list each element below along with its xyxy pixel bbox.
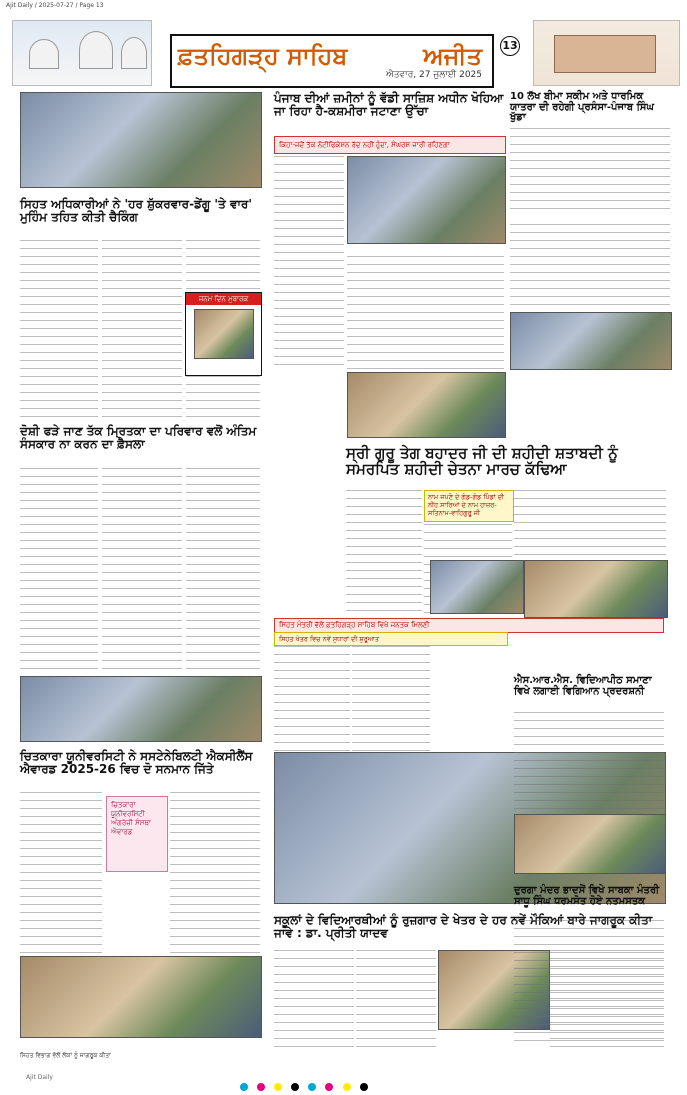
center-right-text	[347, 256, 504, 370]
university-box	[106, 796, 168, 872]
yellow-dot	[274, 1083, 282, 1091]
left-gurdwara-illustration	[12, 20, 152, 86]
health-headline: ਸਿਹਤ ਅਧਿਕਾਰੀਆਂ ਨੇ 'ਹਰ ਸ਼ੁੱਕਰਵਾਰ-ਡੇਂਗੂ 'ਤੇ ਵਾਰ' ਮੁਹਿੰਮ ਤਹਿਤ ਕੀਤੀ ਚੈਕਿੰਗ	[20, 197, 253, 224]
right-top-text	[510, 128, 670, 212]
family-text-col-2	[102, 468, 182, 676]
left-top-photo	[20, 92, 262, 188]
family-text-col-3	[186, 468, 260, 676]
right-top-caption	[512, 212, 670, 222]
birthday-photo	[194, 309, 254, 359]
health-text-col-2	[102, 240, 182, 418]
birthday-box	[185, 292, 262, 376]
center-sub-banner	[274, 136, 506, 154]
center-procession-photo	[347, 372, 506, 438]
health-text-col-1	[20, 240, 98, 418]
family-text-col-1	[20, 468, 98, 676]
black-dot	[291, 1083, 299, 1091]
center-sub-text: ਕਿਹਾ-ਜਦੋਂ ਤੱਕ ਨੋਟੀਫਿਕੇਸ਼ਨ ਰੱਦ ਨਹੀਂ ਹੁੰਦਾ, ਸੰਘਰਸ਼ ਜਾਰੀ ਰਹਿਣਗਾ	[279, 141, 450, 149]
science-headline: ਐਸ.ਆਰ.ਐਸ. ਵਿਦਿਆਪੀਠ ਸਮਾਣਾ ਵਿਖੇ ਲਗਾਈ ਵਿਗਿਆਨ ਪ੍ਰਦਰਸ਼ਨੀ	[514, 675, 652, 697]
center-red-bar	[274, 618, 664, 633]
university-headline: ਚਿਤਕਾਰਾ ਯੂਨੀਵਰਸਿਟੀ ਨੇ ਸਸਟੇਨੇਬਿਲਟੀ ਐਕਸੀਲੈਂਸ ਐਵਾਰਡ 2025-26 ਵਿਚ ਦੋ ਸਨਮਾਨ ਜਿੱਤੇ	[20, 749, 253, 776]
march-photo-left	[430, 560, 524, 614]
black-dot-2	[360, 1083, 368, 1091]
school-text-col-1	[274, 950, 354, 1048]
march-photo-right	[524, 560, 668, 618]
right-mid-text	[510, 224, 670, 310]
birthday-label: ਜਨਮ ਦਿਨ ਮੁਬਾਰਕ	[186, 293, 261, 305]
birthday-caption	[190, 359, 256, 373]
march-box	[424, 490, 514, 522]
march-text-col-1	[346, 490, 422, 616]
page-number: 13	[500, 36, 520, 56]
university-photo	[20, 956, 262, 1038]
lower-center-text-col-1	[274, 646, 350, 752]
footer-registration	[0, 1074, 687, 1086]
school-headline: ਸਕੂਲਾਂ ਦੇ ਵਿਦਿਆਰਥੀਆਂ ਨੂੰ ਰੁਜ਼ਗਾਰ ਦੇ ਖੇਤਰ ਦੇ ਹਰ ਨਵੇਂ ਮੌਕਿਆਂ ਬਾਰੇ ਜਾਗਰੂਕ ਕੀਤਾ ਜਾਵੇ : ਡਾ. ਪ੍ਰੀਤੀ ਯਾਦਵ	[274, 913, 653, 940]
print-line: Ajit Daily / 2025-07-27 / Page 13	[6, 2, 104, 9]
magenta-dot	[257, 1083, 265, 1091]
cyan-dot-2	[308, 1083, 316, 1091]
right-mid-photo	[510, 312, 672, 370]
durga-text	[514, 920, 664, 1046]
science-caption	[516, 874, 664, 884]
right-top-headline: 10 ਲੱਖ ਬੀਮਾ ਸਕੀਮ ਅਤੇ ਧਾਰਮਿਕ ਯਾਤਰਾ ਦੀ ਰਹੇਗੀ ਪ੍ਰਸੰਸਾ-ਪੰਜਾਬ ਸਿੰਘ ਖੁੱਡਾ	[510, 91, 654, 123]
center-top-headline: ਪੰਜਾਬ ਦੀਆਂ ਜ਼ਮੀਨਾਂ ਨੂੰ ਵੱਡੀ ਸਾਜ਼ਿਸ਼ ਅਧੀਨ ਖੋਹਿਆ ਜਾ ਰਿਹਾ ਹੈ-ਕਸ਼ਮੀਰਾ ਜਟਾਣਾ ਉੱਚਾ	[274, 91, 504, 118]
durga-headline: ਦੁਰਗਾ ਮੰਦਰ ਭਾਦਸੋਂ ਵਿਖੇ ਸਾਬਕਾ ਮੰਤਰੀ ਸਾਧੂ ਸਿੰਘ ਧਰਮਸੋਤ ਹੋਏ ਨਤਮਸਤਕ	[514, 885, 660, 907]
cyan-dot	[240, 1083, 248, 1091]
science-photo	[514, 814, 666, 874]
center-red-bar-text: ਸਿਹਤ ਮੰਤਰੀ ਵੱਲੋਂ ਫ਼ਤਹਿਗੜ੍ਹ ਸਾਹਿਬ ਵਿਖੇ ਜਨਤਕ ਮਿਲਣੀ	[279, 621, 430, 629]
magenta-dot-2	[325, 1083, 333, 1091]
yellow-sub-box	[274, 632, 508, 646]
school-text-col-2	[356, 950, 436, 1048]
lower-center-text-col-2	[352, 646, 430, 752]
yellow-dot-2	[343, 1083, 351, 1091]
masthead-left-title: ਫ਼ਤਹਿਗੜ੍ਹ ਸਾਹਿਬ	[178, 42, 348, 70]
university-caption	[22, 1038, 260, 1048]
university-box-text: ਚਿਤਕਾਰਾ ਯੂਨੀਵਰਸਿਟੀ ਅੰਗਰੇਜ਼ੀ ਸੰਸਥਾ ਐਵਾਰਡ	[111, 801, 151, 836]
march-box-text: ਨਾਮ ਜਪਣੋ ਦੇ ਗੰਡ-ਗੰਡ ਪਿੰਡਾਂ ਦੀ ਨੀਂਹ ਸਾਰਿਆਂ ਦੇ ਨਾਮ ਹਾਜ਼ਰ-ਸਤਿਨਾਮ-ਵਾਹਿਗੁਰੂ ਜੀ	[428, 493, 504, 517]
scroll-text: ਸਿਹਤ ਵਿਭਾਗ ਵੱਲੋਂ ਲੋਕਾਂ ਨੂੰ ਜਾਗਰੂਕ ਕੀਤਾ	[20, 1052, 111, 1059]
center-left-text	[274, 156, 344, 370]
yellow-sub-text: ਸਿਹਤ ਖੇਤਰ ਵਿਚ ਨਵੇਂ ਸੁਧਾਰਾਂ ਦੀ ਸ਼ੁਰੂਆਤ	[279, 635, 379, 643]
march-headline: ਸ੍ਰੀ ਗੁਰੂ ਤੇਗ ਬਹਾਦਰ ਜੀ ਦੀ ਸ਼ਹੀਦੀ ਸ਼ਤਾਬਦੀ ਨੂੰ ਸਮਰਪਿਤ ਸ਼ਹੀਦੀ ਚੇਤਨਾ ਮਾਰਚ ਕੱਢਿਆ	[346, 444, 618, 478]
science-text	[514, 712, 664, 812]
page-header	[0, 16, 687, 86]
center-top-caption	[349, 244, 504, 254]
family-photo	[20, 676, 262, 742]
edition-date: ਐਤਵਾਰ, 27 ਜੁਲਾਈ 2025	[386, 70, 482, 80]
masthead	[170, 34, 494, 88]
masthead-right-title: ਅਜੀਤ	[423, 42, 482, 70]
university-text-col-2	[170, 792, 260, 956]
right-fort-illustration	[533, 20, 680, 86]
family-headline: ਦੋਸ਼ੀ ਫੜੇ ਜਾਣ ਤੱਕ ਮ੍ਰਿਤਕਾ ਦਾ ਪਰਿਵਾਰ ਵਲੋਂ ਅੰਤਿਮ ਸੰਸਕਾਰ ਨਾ ਕਰਨ ਦਾ ਫ਼ੈਸਲਾ	[20, 424, 257, 451]
university-text-col-1	[20, 792, 102, 956]
footer-text: Ajit Daily	[26, 1074, 53, 1081]
center-top-photo	[347, 156, 506, 244]
